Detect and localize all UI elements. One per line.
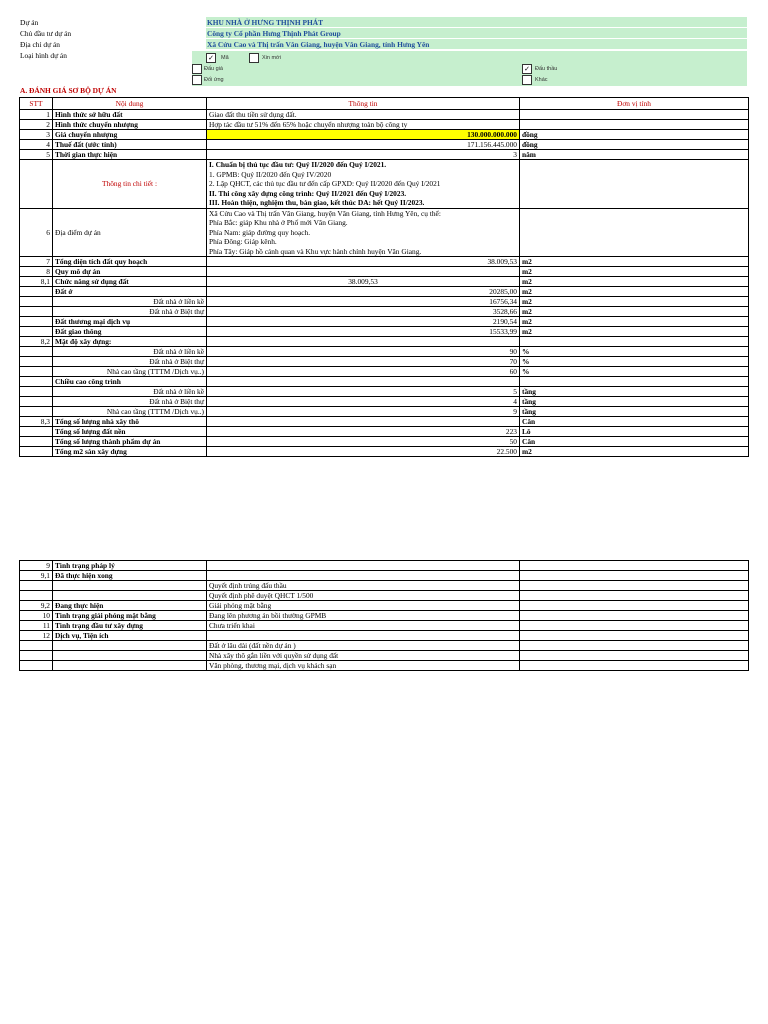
row-unit: Căn <box>520 437 749 447</box>
legal-status-table <box>19 560 749 671</box>
row-content: Đất nhà ở liền kề <box>53 387 207 397</box>
table-row <box>20 120 749 130</box>
table-row <box>20 297 749 307</box>
row-info <box>207 337 520 347</box>
row-stt <box>20 437 53 447</box>
table-row <box>20 387 749 397</box>
row-extra <box>520 661 749 671</box>
col-unit: Đơn vị tính <box>520 98 749 110</box>
row-info <box>207 377 520 387</box>
project-address: Xã Cửu Cao và Thị trấn Văn Giang, huyện Văn Giang, tỉnh Hưng Yên <box>206 39 520 49</box>
table-row <box>20 407 749 417</box>
table-row <box>20 447 749 457</box>
row-unit: m2 <box>520 257 749 267</box>
row-extra <box>520 581 749 591</box>
row-unit: m2 <box>520 447 749 457</box>
row-unit: % <box>520 357 749 367</box>
row-extra <box>520 561 749 571</box>
header-row-project <box>0 17 768 28</box>
row-unit: % <box>520 367 749 377</box>
table-row <box>20 571 749 581</box>
table-row <box>20 130 749 140</box>
row-content: Nhà cao tầng (TTTM /Dịch vụ..) <box>53 367 207 377</box>
checkbox-label: Đấu giá <box>204 66 223 72</box>
info-line: 2. Lập QHCT, các thủ tục đầu tư đến cấp GPXD: Quý II/2020 đến Quý I/2021 <box>209 179 441 188</box>
location-row <box>20 208 749 257</box>
table-row <box>20 581 749 591</box>
row-info: 9 <box>207 407 520 417</box>
table-row <box>20 287 749 297</box>
row-unit <box>520 377 749 387</box>
row-unit: đồng <box>520 130 749 140</box>
row-info: Quyết định trúng đấu thầu <box>207 581 520 591</box>
row-content: Tình trạng đầu tư xây dựng <box>53 621 207 631</box>
row-stt <box>20 357 53 367</box>
row-stt <box>20 287 53 297</box>
row-info: 3528,66 <box>207 307 520 317</box>
table-row <box>20 307 749 317</box>
row-info: Văn phòng, thương mại, dịch vụ khách sạn <box>207 661 520 671</box>
row-extra <box>520 621 749 631</box>
row-info: 171.156.445.000 <box>207 140 520 150</box>
row-stt: 8,2 <box>20 337 53 347</box>
row-info: 2190,54 <box>207 317 520 327</box>
row-info: 223 <box>207 427 520 437</box>
row-info: 130.000.000.000 <box>207 130 520 140</box>
row-info: Giao đất thu tiền sử dụng đất. <box>207 110 520 120</box>
info-line: III. Hoàn thiện, nghiệm thu, bàn giao, kết thúc DA: hết Quý II/2023. <box>209 198 425 207</box>
row-content: Đất ở <box>53 287 207 297</box>
table-cell <box>20 160 53 209</box>
row-content: Đất thương mại dịch vụ <box>53 317 207 327</box>
row-unit <box>520 337 749 347</box>
row-stt: 1 <box>20 110 53 120</box>
checkbox-label: Đấu thầu <box>535 66 558 72</box>
detail-row <box>20 160 749 209</box>
row-stt: 2 <box>20 120 53 130</box>
checkbox-xin-moi[interactable] <box>249 53 259 63</box>
row-info: 50 <box>207 437 520 447</box>
row-unit: m2 <box>520 317 749 327</box>
row-info: 15533,99 <box>207 327 520 337</box>
row-content: Tổng số lượng đất nền <box>53 427 207 437</box>
row-stt: 7 <box>20 257 53 267</box>
row-content <box>53 641 207 651</box>
table-row <box>20 327 749 337</box>
row-content: Tình trạng pháp lý <box>53 561 207 571</box>
row-content: Tổng diện tích đất quy hoạch <box>53 257 207 267</box>
investor-name: Công ty Cổ phần Hưng Thịnh Phát Group <box>206 28 520 38</box>
header-row-investor <box>0 28 768 39</box>
header-label: Loại hình dự án <box>20 51 67 60</box>
header-label: Địa chỉ dự án <box>20 40 60 49</box>
row-info: 4 <box>207 397 520 407</box>
row-content: Thuế đất (ước tính) <box>53 140 207 150</box>
table-row <box>20 377 749 387</box>
row-extra <box>520 631 749 641</box>
section-a-title: A. ĐÁNH GIÁ SƠ BỘ DỰ ÁN <box>20 86 117 95</box>
row-stt <box>20 641 53 651</box>
row-stt <box>20 307 53 317</box>
row-info: Đất ở lâu dài (đất nền dự án ) <box>207 641 520 651</box>
table-row <box>20 140 749 150</box>
table-row <box>20 437 749 447</box>
row-unit: Căn <box>520 417 749 427</box>
row-unit: tầng <box>520 387 749 397</box>
checkbox-dau-thau[interactable]: ✓ <box>522 64 532 74</box>
row-stt <box>20 581 53 591</box>
detail-info <box>207 160 520 209</box>
header-fill <box>520 17 747 27</box>
row-content <box>53 591 207 601</box>
table-row <box>20 347 749 357</box>
row-info: 20285,00 <box>207 287 520 297</box>
row-stt <box>20 367 53 377</box>
row-info <box>207 571 520 581</box>
row-extra <box>520 591 749 601</box>
table-row <box>20 601 749 611</box>
info-line: Phía Nam: giáp đường quy hoạch. <box>209 227 311 237</box>
row-info: 22.500 <box>207 447 520 457</box>
row-stt: 5 <box>20 150 53 160</box>
table-row <box>20 337 749 347</box>
table-row <box>20 561 749 571</box>
checkbox-dau-gia[interactable] <box>192 64 202 74</box>
checkbox-label: Xin mới <box>262 55 281 61</box>
table-row <box>20 277 749 287</box>
info-line: Phía Đông: Giáp kênh. <box>209 237 277 246</box>
row-info: Quyết định phê duyệt QHCT 1/500 <box>207 591 520 601</box>
row-info: 90 <box>207 347 520 357</box>
checkbox-label: Mã <box>221 55 229 61</box>
checkbox-doi-ung[interactable] <box>192 75 202 85</box>
col-content: Nội dung <box>53 98 207 110</box>
row-stt <box>20 387 53 397</box>
row-content: Nhà cao tầng (TTTM /Dịch vụ..) <box>53 407 207 417</box>
row-stt: 4 <box>20 140 53 150</box>
row-stt: 8,3 <box>20 417 53 427</box>
info-line: Phía Bắc: giáp Khu nhà ở Phố mới Văn Giang. <box>209 218 348 227</box>
row-stt <box>20 297 53 307</box>
row-stt: 12 <box>20 631 53 641</box>
row-unit: tầng <box>520 397 749 407</box>
project-name: KHU NHÀ Ở HƯNG THỊNH PHÁT <box>206 17 520 27</box>
row-extra <box>520 651 749 661</box>
row-info <box>207 267 520 277</box>
row-content: Chiều cao công trình <box>53 377 207 387</box>
row-content: Đất nhà ở liền kề <box>53 347 207 357</box>
row-extra <box>520 641 749 651</box>
row-content: Dịch vụ, Tiện ích <box>53 631 207 641</box>
row-stt <box>20 427 53 437</box>
info-line: Xã Cửu Cao và Thị trấn Văn Giang, huyện Văn Giang, tỉnh Hưng Yên, cụ thể: <box>209 208 441 218</box>
row-unit: m2 <box>520 327 749 337</box>
row-stt <box>20 447 53 457</box>
row-info: 16756,34 <box>207 297 520 307</box>
table-row <box>20 317 749 327</box>
table-cell <box>520 160 749 209</box>
row-info: 5 <box>207 387 520 397</box>
table-row <box>20 641 749 651</box>
row-content: Thời gian thực hiện <box>53 150 207 160</box>
header-fill <box>520 39 747 49</box>
row-unit: đồng <box>520 140 749 150</box>
checkbox-label: Khác <box>535 77 548 83</box>
info-line: I. Chuẩn bị thủ tục đầu tư: Quý II/2020 đến Quý I/2021. <box>209 160 387 169</box>
row-stt: 11 <box>20 621 53 631</box>
row-content: Tình trạng giải phóng mặt bằng <box>53 611 207 621</box>
table-row <box>20 110 749 120</box>
row-content: Đất nhà ở Biệt thự <box>53 397 207 407</box>
row-content: Đất nhà ở Biệt thự <box>53 307 207 317</box>
row-stt <box>20 591 53 601</box>
row-extra <box>520 611 749 621</box>
row-info: Chưa triển khai <box>207 621 520 631</box>
row-stt <box>20 661 53 671</box>
row-unit: tầng <box>520 407 749 417</box>
row-content <box>53 581 207 591</box>
row-content <box>53 661 207 671</box>
row-stt: 9 <box>20 561 53 571</box>
row-info: Giải phóng mặt bằng <box>207 601 520 611</box>
col-info: Thông tin <box>207 98 520 110</box>
row-extra <box>520 601 749 611</box>
checkbox-label: Đối ứng <box>204 77 224 83</box>
row-stt: 6 <box>20 208 53 257</box>
table-header <box>20 98 749 110</box>
table-row <box>20 631 749 641</box>
header-row-address <box>0 39 768 50</box>
header-label: Chủ đầu tư dự án <box>20 29 72 38</box>
assessment-table <box>19 97 749 457</box>
row-stt: 9,1 <box>20 571 53 581</box>
row-stt: 3 <box>20 130 53 140</box>
row-content: Quy mô dự án <box>53 267 207 277</box>
table-row <box>20 661 749 671</box>
row-info: Hợp tác đầu tư 51% đến 65% hoặc chuyển nhượng toàn bộ công ty <box>207 120 520 130</box>
table-row <box>20 427 749 437</box>
table-row <box>20 611 749 621</box>
row-unit: m2 <box>520 277 749 287</box>
row-info: Nhà xây thô gắn liền với quyền sử dụng đất <box>207 651 520 661</box>
row-stt <box>20 397 53 407</box>
row-stt <box>20 317 53 327</box>
row-info: 38.009,53 <box>207 257 520 267</box>
row-stt: 8 <box>20 267 53 277</box>
row-unit: m2 <box>520 287 749 297</box>
row-unit <box>520 110 749 120</box>
table-row <box>20 651 749 661</box>
table-cell <box>520 208 749 257</box>
row-content: Tổng m2 sàn xây dựng <box>53 447 207 457</box>
row-content: Đất giao thông <box>53 327 207 337</box>
info-line: II. Thi công xây dựng công trình: Quý II/2021 đến Quý I/2023. <box>209 188 407 198</box>
row-stt <box>20 651 53 661</box>
row-stt: 9,2 <box>20 601 53 611</box>
table-row <box>20 591 749 601</box>
row-info: 70 <box>207 357 520 367</box>
table-row <box>20 357 749 367</box>
checkbox-khac[interactable] <box>522 75 532 85</box>
row-info <box>207 417 520 427</box>
row-unit <box>520 120 749 130</box>
row-info: 3 <box>207 150 520 160</box>
row-unit: năm <box>520 150 749 160</box>
info-line: 1. GPMB: Quý II/2020 đến Quý IV/2020 <box>209 169 332 179</box>
row-unit: m2 <box>520 267 749 277</box>
row-content: Đang thực hiện <box>53 601 207 611</box>
row-stt <box>20 407 53 417</box>
row-extra <box>520 571 749 581</box>
col-stt: STT <box>20 98 53 110</box>
row-info: 38.009,53 <box>207 277 520 287</box>
row-content: Hình thức chuyển nhượng <box>53 120 207 130</box>
row-info <box>207 561 520 571</box>
table-row <box>20 621 749 631</box>
row-content: Đã thực hiện xong <box>53 571 207 581</box>
row-unit: m2 <box>520 307 749 317</box>
row-unit: m2 <box>520 297 749 307</box>
row-content: Đất nhà ở Biệt thự <box>53 357 207 367</box>
row-stt <box>20 347 53 357</box>
row-stt: 10 <box>20 611 53 621</box>
table-row <box>20 417 749 427</box>
row-content <box>53 651 207 661</box>
table-row <box>20 367 749 377</box>
location-info <box>207 208 520 257</box>
row-content: Tổng số lượng thành phẩm dự án <box>53 437 207 447</box>
location-label: Địa điểm dự án <box>53 208 207 257</box>
table-row <box>20 397 749 407</box>
row-stt <box>20 327 53 337</box>
table-row <box>20 267 749 277</box>
row-content: Đất nhà ở liền kề <box>53 297 207 307</box>
table-row <box>20 150 749 160</box>
row-content: Giá chuyển nhượng <box>53 130 207 140</box>
header-label: Dự án <box>20 18 39 27</box>
row-info: Đang lên phương án bồi thường GPMB <box>207 611 520 621</box>
table-row <box>20 257 749 267</box>
row-content: Hình thức sở hữu đất <box>53 110 207 120</box>
row-unit: Lô <box>520 427 749 437</box>
row-content: Tổng số lượng nhà xây thô <box>53 417 207 427</box>
row-unit: % <box>520 347 749 357</box>
checkbox-ma[interactable]: ✓ <box>206 53 216 63</box>
detail-label: Thông tin chi tiết : <box>53 160 207 209</box>
row-info <box>207 631 520 641</box>
header-fill <box>520 28 747 38</box>
row-stt <box>20 377 53 387</box>
info-line: Phía Tây: Giáp hồ cảnh quan và Khu vực hành chính huyện Văn Giang. <box>209 246 422 256</box>
row-info: 60 <box>207 367 520 377</box>
row-content: Mật độ xây dựng: <box>53 337 207 347</box>
row-stt: 8,1 <box>20 277 53 287</box>
row-content: Chức năng sử dụng đất <box>53 277 207 287</box>
